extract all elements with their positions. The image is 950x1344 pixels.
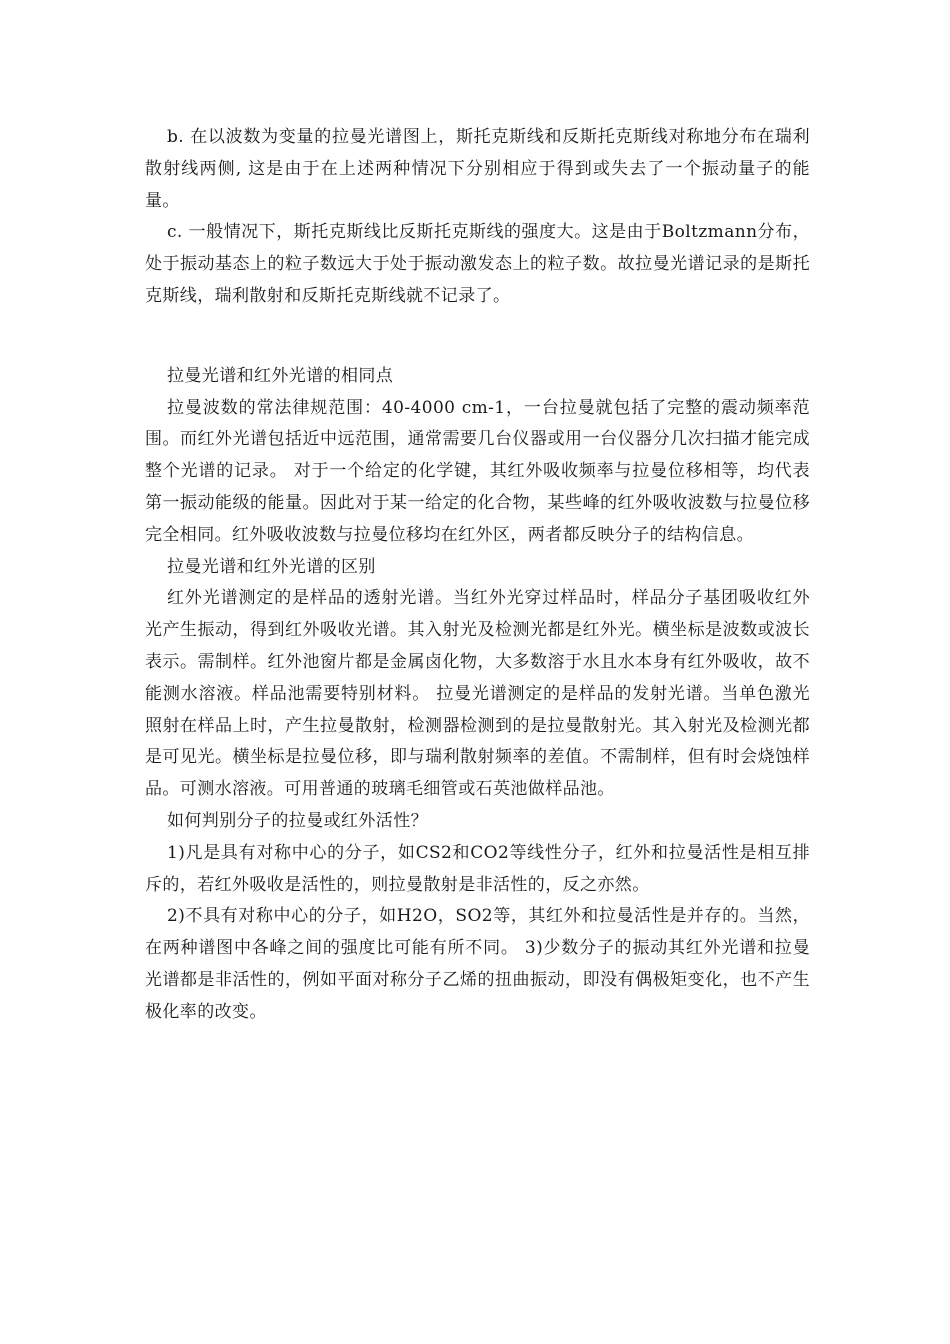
paragraph-similarities: 拉曼波数的常法律规范围：40-4000 cm-1，一台拉曼就包括了完整的震动频率范围。而红外光谱包括近中远范围，通常需要几台仪器或用一台仪器分几次扫描才能完成整个光谱的记录。 对于一个给定的化学键，其红外吸收频率与拉曼位移相等，均代表第一振动能级的能量。因此对于某一给定的化合物，某些峰的红外吸收波数与拉曼位移完全相同。红外吸收波数与拉曼位移均在红外区，两者都反映分子的结构信息。 <box>145 397 810 545</box>
heading-activity: 如何判别分子的拉曼或红外活性？ <box>167 810 428 831</box>
heading-differences: 拉曼光谱和红外光谱的区别 <box>167 556 376 577</box>
paragraph-activity-1: 1)凡是具有对称中心的分子，如CS2和CO2等线性分子，红外和拉曼活性是相互排斥的，若红外吸收是活性的，则拉曼散射是非活性的，反之亦然。 <box>145 842 810 895</box>
paragraph-stokes-intensity: c. 一般情况下，斯托克斯线比反斯托克斯线的强度大。这是由于Boltzmann分布，处于振动基态上的粒子数远大于处于振动激发态上的粒子数。故拉曼光谱记录的是斯托克斯线，瑞利散射和反斯托克斯线就不记录了。 <box>145 222 810 306</box>
heading-similarities: 拉曼光谱和红外光谱的相同点 <box>167 365 394 386</box>
paragraph-stokes-symmetry: b. 在以波数为变量的拉曼光谱图上，斯托克斯线和反斯托克斯线对称地分布在瑞利散射线两侧, 这是由于在上述两种情况下分别相应于得到或失去了一个振动量子的能量。 <box>145 127 810 211</box>
section-gap <box>145 313 810 361</box>
paragraph-differences: 红外光谱测定的是样品的透射光谱。当红外光穿过样品时，样品分子基团吸收红外光产生振动，得到红外吸收光谱。其入射光及检测光都是红外光。横坐标是波数或波长表示。需制样。红外池窗片都是金属卤化物，大多数溶于水且水本身有红外吸收，故不能测水溶液。样品池需要特别材料。 拉曼光谱测定的是样品的发射光谱。当单色激光照射在样品上时，产生拉曼散射，检测器检测到的是拉曼散射光。其入射光及检测光都是可见光。横坐标是拉曼位移，即与瑞利散射频率的差值。不需制样，但有时会烧蚀样品。可测水溶液。可用普通的玻璃毛细管或石英池做样品池。 <box>145 588 810 800</box>
document-page <box>145 122 810 1029</box>
paragraph-activity-2: 2)不具有对称中心的分子，如H2O，SO2等，其红外和拉曼活性是并存的。当然，在两种谱图中各峰之间的强度比可能有所不同。 3)少数分子的振动其红外光谱和拉曼光谱都是非活性的，例如平面对称分子乙烯的扭曲振动，即没有偶极矩变化，也不产生极化率的改变。 <box>145 906 810 1022</box>
